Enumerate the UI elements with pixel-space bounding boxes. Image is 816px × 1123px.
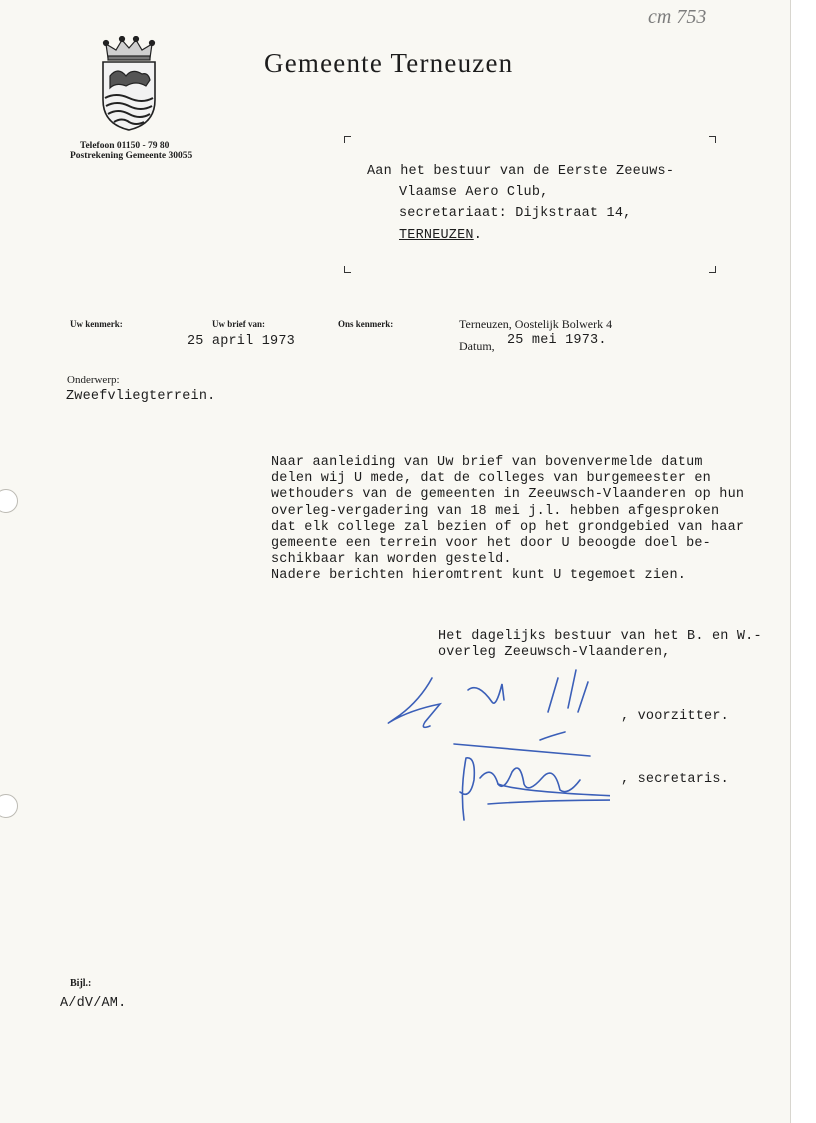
chair-title: , voorzitter.: [621, 709, 729, 724]
recipient-line-3: secretariaat: Dijkstraat 14,: [399, 206, 632, 221]
uw-brief-label: Uw brief van:: [212, 319, 265, 329]
chair-signature: [388, 678, 440, 727]
secretary-signature: [454, 744, 590, 756]
recipient-line-1: Aan het bestuur van de Eerste Zeeuws-: [367, 164, 675, 179]
archive-mark: cm 753: [648, 6, 707, 28]
phone-number: Telefoon 01150 - 79 80: [80, 141, 170, 151]
datum-label: Datum: [459, 339, 492, 353]
window-corner-top-left: [344, 136, 351, 143]
datum-value: 25 mei 1973.: [507, 333, 607, 348]
secretary-title: , secretaris.: [621, 772, 729, 787]
typist-initials: A/dV/AM.: [60, 996, 127, 1011]
ons-kenmerk-label: Ons kenmerk:: [338, 319, 394, 329]
giro-number: Postrekening Gemeente 30055: [70, 151, 193, 161]
uw-brief-value: 25 april 1973: [187, 334, 295, 349]
recipient-city: TERNEUZEN: [399, 228, 474, 243]
subject-label: Onderwerp:: [67, 374, 120, 386]
sender-address: Terneuzen, Oostelijk Bolwerk 4: [459, 317, 613, 331]
window-corner-bottom-left: [344, 266, 351, 273]
subject-value: Zweefvliegterrein.: [66, 389, 216, 404]
recipient-city-suffix: .: [473, 228, 483, 243]
uw-kenmerk-label: Uw kenmerk:: [70, 319, 123, 329]
recipient-city-line: [399, 228, 482, 243]
page-edge: [790, 0, 816, 1123]
recipient-line-2: Vlaamse Aero Club,: [399, 185, 549, 200]
window-corner-top-right: [709, 136, 716, 143]
datum-label-line: Datum,: [459, 339, 495, 353]
window-corner-bottom-right: [709, 266, 716, 273]
closing-line-1: Het dagelijks bestuur van het B. en W.-: [438, 629, 762, 644]
bijlagen-label: Bijl.:: [70, 978, 92, 989]
organisation-title: Gemeente Terneuzen: [264, 48, 514, 78]
letter-body: Naar aanleiding van Uw brief van bovenvermelde datum delen wij U mede, dat de colleges van burgemeester en wethouders van de gemeenten in Zeeuwsch-Vlaanderen op hun overleg-vergadering van 18 mei j.l. hebben afgesproken dat elk college zal bezien of op het grondgebied van haar gemeente een terrein voor het door U beoogde doel be- schikbaar kan worden gesteld. Nadere berichten hieromtrent kunt U tegemoet zien.: [271, 455, 745, 584]
coat-of-arms-icon: [96, 36, 162, 134]
signatures: [380, 660, 610, 840]
closing-line-2: overleg Zeeuwsch-Vlaanderen,: [438, 645, 671, 660]
